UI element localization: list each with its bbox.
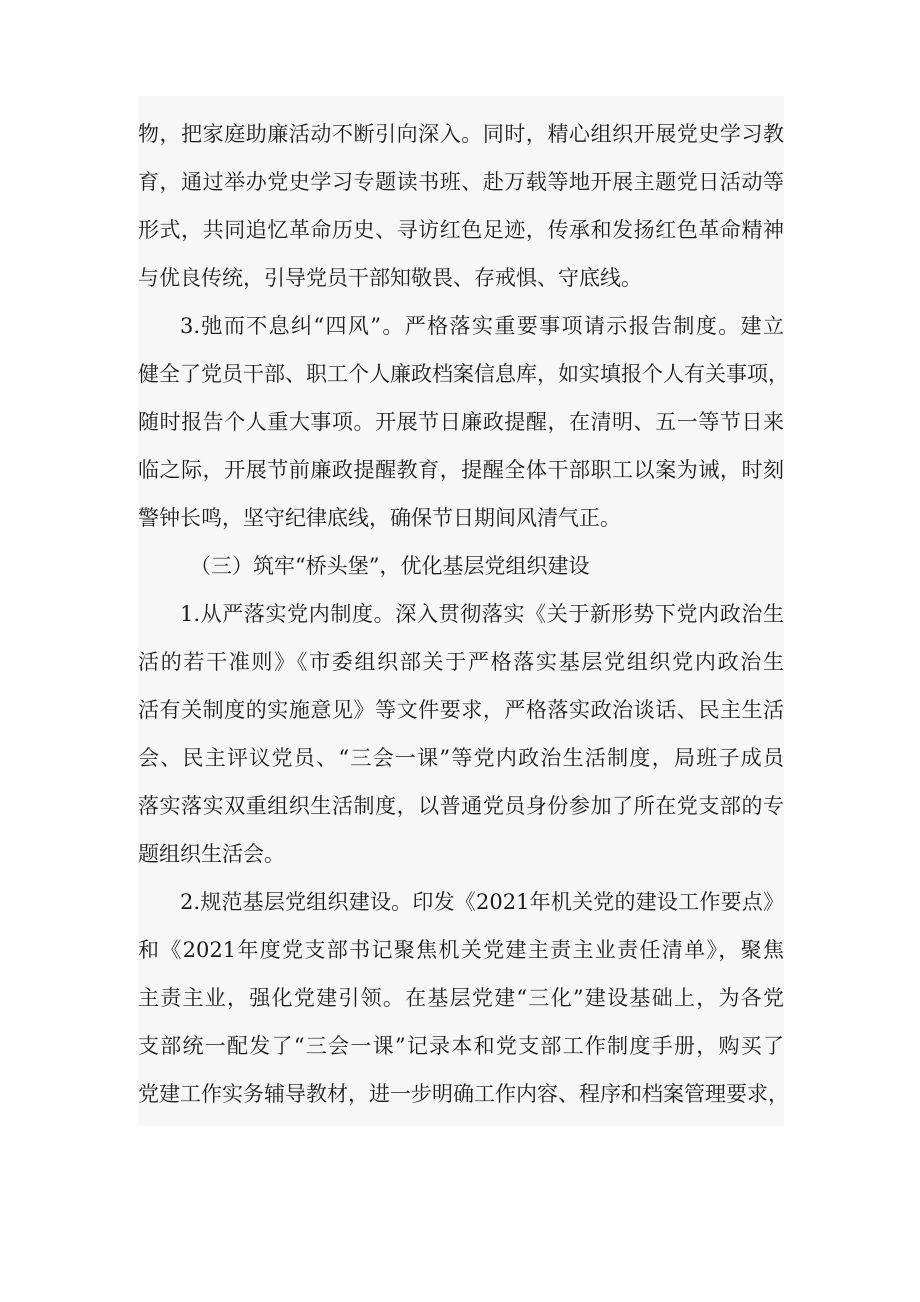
paragraph-line: 临之际，开展节前廉政提醒教育，提醒全体干部职工以案为诫，时刻 (138, 458, 784, 482)
paragraph-line: 主责主业，强化党建引领。在基层党建“三化”建设基础上，为各党 (138, 986, 784, 1010)
paragraph-line: 与优良传统，引导党员干部知敬畏、存戒惧、守底线。 (138, 266, 642, 290)
paragraph-line: 随时报告个人重大事项。开展节日廉政提醒，在清明、五一等节日来 (138, 410, 784, 434)
paragraph-line: 健全了党员干部、职工个人廉政档案信息库，如实填报个人有关事项， (138, 362, 789, 386)
paragraph-line: 落实落实双重组织生活制度，以普通党员身份参加了所在党支部的专 (138, 794, 784, 818)
paragraph-line: 会、民主评议党员、“三会一课”等党内政治生活制度，局班子成员 (138, 746, 784, 770)
document-body (138, 96, 789, 1126)
paragraph-line: 2.规范基层党组织建设。印发《2021年机关党的建设工作要点》 (180, 890, 784, 914)
paragraph-line: 活有关制度的实施意见》等文件要求，严格落实政治谈话、民主生活 (138, 698, 784, 722)
paragraph-line: 活的若干准则》《市委组织部关于严格落实基层党组织党内政治生 (138, 650, 784, 674)
paragraph-line: 题组织生活会。 (138, 842, 285, 866)
paragraph-line: 警钟长鸣，坚守纪律底线，确保节日期间风清气正。 (138, 506, 621, 530)
section-heading: （三）筑牢“桥头堡”，优化基层党组织建设 (190, 554, 590, 578)
paragraph-line: 育，通过举办党史学习专题读书班、赴万载等地开展主题党日活动等 (138, 170, 784, 194)
paragraph-line: 3.弛而不息纠“四风”。严格落实重要事项请示报告制度。建立 (180, 314, 784, 338)
paragraph-line: 和《2021年度党支部书记聚焦机关党建主责主业责任清单》，聚焦 (138, 938, 784, 962)
paragraph-line: 形式，共同追忆革命历史、寻访红色足迹，传承和发扬红色革命精神 (138, 218, 784, 242)
paragraph-line: 支部统一配发了“三会一课”记录本和党支部工作制度手册，购买了 (138, 1034, 784, 1058)
paragraph-line: 党建工作实务辅导教材，进一步明确工作内容、程序和档案管理要求， (138, 1082, 789, 1106)
paragraph-line: 物，把家庭助廉活动不断引向深入。同时，精心组织开展党史学习教 (138, 122, 784, 146)
paragraph-line: 1.从严落实党内制度。深入贯彻落实《关于新形势下党内政治生 (180, 602, 784, 626)
